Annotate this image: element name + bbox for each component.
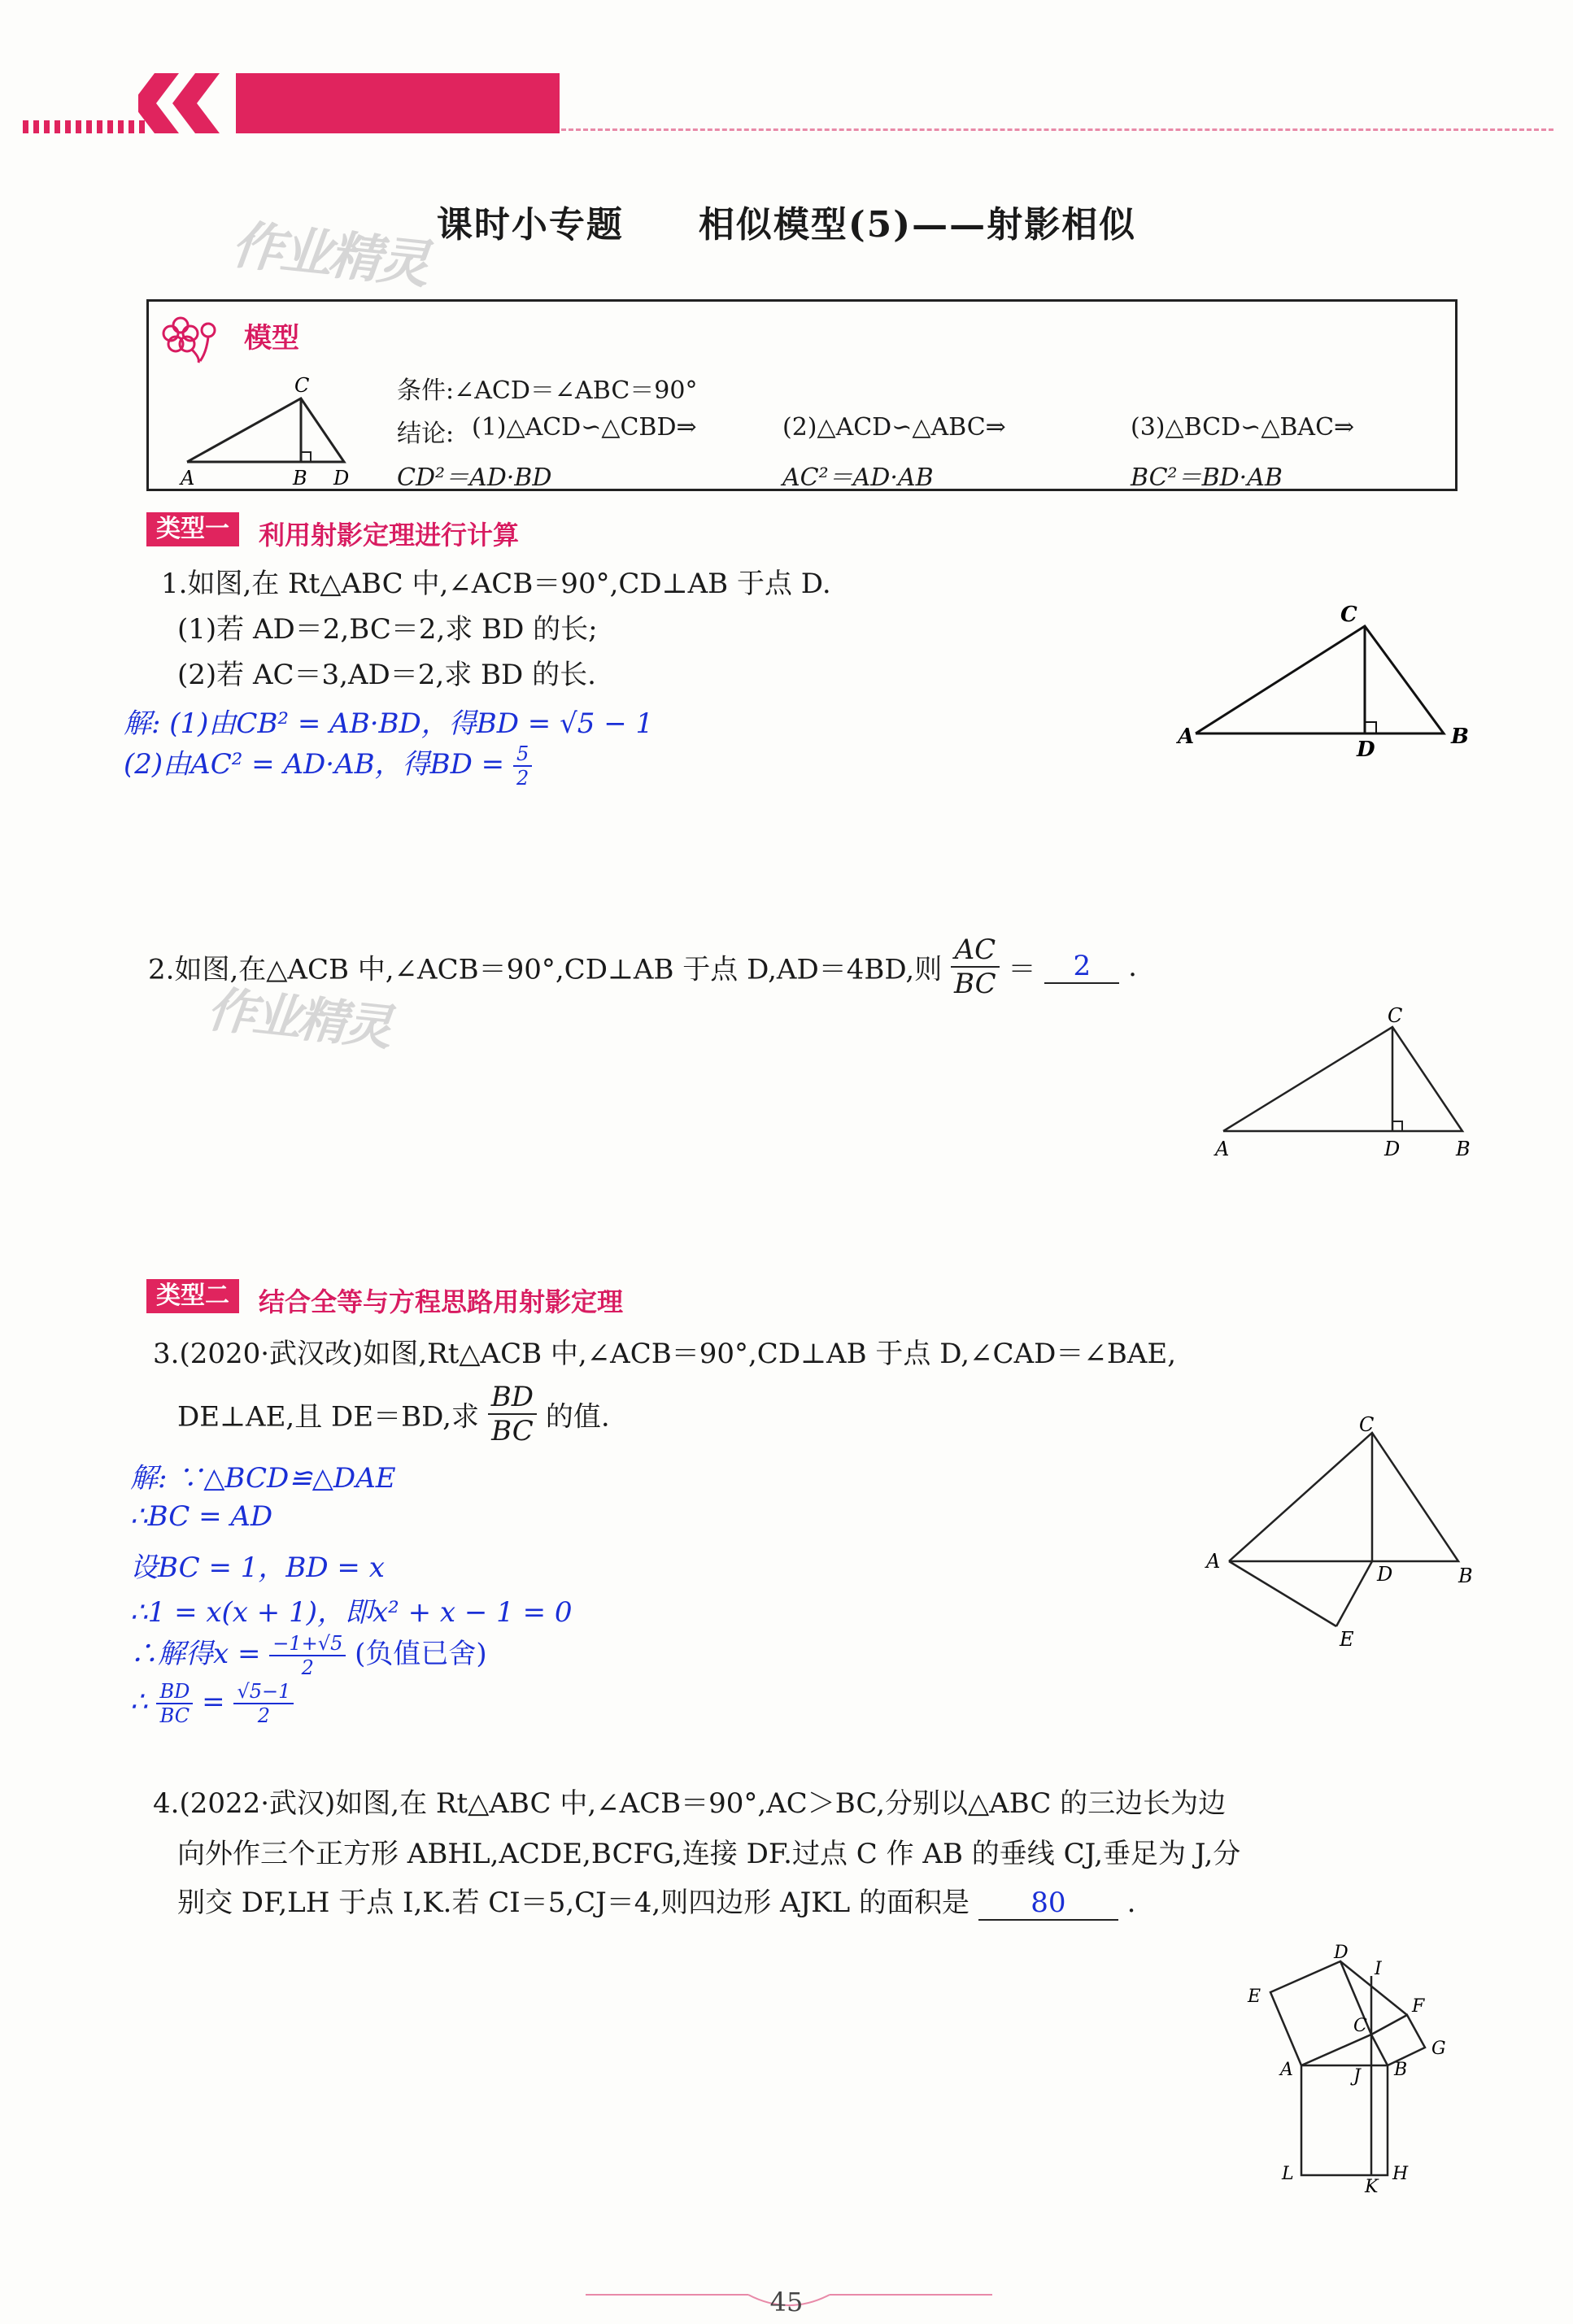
model-conclusion-label: 结论: — [397, 420, 455, 448]
q4-period: . — [1126, 1887, 1136, 1919]
q2-answer: 2 — [1044, 950, 1119, 984]
q4-label-e: E — [1248, 1987, 1261, 2007]
q3-frac-den: BC — [491, 1415, 534, 1447]
model-label-d: D — [333, 467, 350, 488]
model-conclusion-2: (2)△ACD∽△ABC⇒ — [782, 413, 1006, 442]
q2-frac-num: AC — [951, 934, 1000, 968]
q1-label-b: B — [1451, 725, 1469, 749]
q3-solution-5-note: (负值已舍) — [355, 1638, 487, 1670]
q4-label-k: K — [1365, 2177, 1379, 2196]
q3-solution-5-den: 2 — [301, 1656, 314, 1679]
q2-label-d: D — [1384, 1138, 1401, 1160]
q1-answer-2 — [124, 742, 532, 790]
q1-stem: 1.如图,在 Rt△ABC 中,∠ACB＝90°,CD⊥AB 于点 D. — [161, 568, 831, 600]
q3-label-c: C — [1359, 1413, 1375, 1436]
q3-solution-3: 设BC = 1，BD = x — [130, 1552, 385, 1584]
model-conclusion-3: (3)△BCD∽△BAC⇒ — [1131, 413, 1355, 442]
q3-solution-6-right-den: 2 — [257, 1704, 271, 1727]
q3-stem-2-text: DE⊥AE,且 DE＝BD,求 — [177, 1400, 479, 1434]
q3-solution-6 — [130, 1680, 294, 1727]
q1-label-d: D — [1357, 738, 1375, 762]
header-stripes — [23, 120, 145, 133]
q1-part1: (1)若 AD＝2,BC＝2,求 BD 的长; — [177, 613, 598, 646]
q3-solution-6-text: ∴ — [130, 1686, 157, 1718]
q3-solution-2: ∴BC = AD — [130, 1500, 273, 1533]
q1-answer-2-den: 2 — [516, 767, 529, 790]
q4-label-j: J — [1353, 2066, 1361, 2087]
page-title: 课时小专题 相似模型(5)——射影相似 — [436, 204, 1137, 246]
model-conclusion-1: (1)△ACD∽△CBD⇒ — [472, 413, 697, 442]
q2-figure — [1204, 1004, 1480, 1167]
page-number: 45 — [769, 2287, 804, 2317]
q1-answer-2-num: 5 — [513, 742, 532, 767]
q4-label-f: F — [1412, 1996, 1425, 2017]
q4-label-l: L — [1282, 2164, 1294, 2184]
q1-answer-1: 解: (1)由CB² = AB·BD，得BD = √5 − 1 — [124, 707, 654, 740]
q3-figure — [1200, 1413, 1480, 1649]
model-figure — [171, 366, 366, 488]
q3-solution-5-num: −1+√5 — [269, 1632, 346, 1656]
q3-label-a: A — [1206, 1550, 1221, 1573]
model-formula-2: AC²＝AD·AB — [782, 463, 934, 492]
q4-label-i: I — [1375, 1959, 1382, 1979]
q2-fraction — [951, 934, 1000, 1000]
q3-solution-4: ∴1 = x(x + 1)，即x² + x − 1 = 0 — [130, 1596, 573, 1629]
q2-label-a: A — [1215, 1138, 1230, 1160]
q3-stem-2 — [177, 1381, 610, 1447]
q2-label-c: C — [1388, 1004, 1403, 1027]
q1-answer-2-fraction — [513, 742, 532, 790]
q3-stem-2-end: 的值. — [545, 1400, 610, 1434]
q3-solution-1: 解: ∵△BCD≌△DAE — [130, 1462, 396, 1495]
q3-fraction — [488, 1381, 537, 1447]
section1-title: 利用射影定理进行计算 — [259, 520, 520, 551]
model-label: 模型 — [244, 322, 299, 355]
q3-label-e: E — [1340, 1628, 1354, 1649]
watermark-2: 作业精灵 — [204, 981, 392, 1057]
q3-solution-6-right-fraction — [233, 1680, 294, 1727]
model-formula-1: CD²＝AD·BD — [397, 463, 552, 492]
q2-label-b: B — [1456, 1138, 1471, 1160]
q4-figure — [1236, 1943, 1488, 2196]
section2-tag: 类型二 — [146, 1279, 239, 1313]
q3-label-b: B — [1458, 1565, 1473, 1587]
q4-label-a: A — [1280, 2060, 1293, 2080]
q3-solution-6-right-num: √5−1 — [233, 1680, 294, 1704]
model-condition: 条件:∠ACD＝∠ABC＝90° — [397, 376, 698, 405]
q3-solution-6-equals: = — [202, 1686, 234, 1718]
q3-stem: 3.(2020·武汉改)如图,Rt△ACB 中,∠ACB＝90°,CD⊥AB 于点 D,∠CAD＝∠BAE, — [153, 1338, 1177, 1370]
q2-stem-text: 2.如图,在△ACB 中,∠ACB＝90°,CD⊥AB 于点 D,AD＝4BD,则 — [148, 953, 943, 986]
q4-label-c: C — [1353, 2016, 1367, 2036]
q4-label-b: B — [1394, 2060, 1408, 2080]
q4-label-h: H — [1392, 2164, 1409, 2184]
q4-answer: 80 — [978, 1887, 1118, 1921]
q1-label-c: C — [1340, 603, 1357, 627]
q4-line-2: 向外作三个正方形 ABHL,ACDE,BCFG,连接 DF.过点 C 作 AB 的垂线 CJ,垂足为 J,分 — [177, 1838, 1241, 1870]
model-label-b: B — [293, 467, 307, 488]
q2-period: . — [1128, 951, 1137, 983]
header-dashed-line — [561, 128, 1553, 131]
q3-solution-5 — [130, 1631, 487, 1679]
model-formula-3: BC²＝BD·AB — [1131, 463, 1283, 492]
q2-frac-den: BC — [954, 968, 996, 1000]
q4-line-3-text: 别交 DF,LH 于点 I,K.若 CI＝5,CJ＝4,则四边形 AJKL 的面积是 — [177, 1887, 970, 1919]
q3-solution-6-left-den: BC — [159, 1704, 190, 1727]
q3-solution-5-text: ∴解得x = — [130, 1638, 270, 1670]
q4-line-1: 4.(2022·武汉)如图,在 Rt△ABC 中,∠ACB＝90°,AC＞BC,分别以△ABC 的三边长为边 — [153, 1787, 1227, 1820]
q1-label-a: A — [1178, 725, 1195, 749]
section2-title: 结合全等与方程思路用射影定理 — [259, 1286, 624, 1317]
watermark: 作业精灵 — [229, 215, 429, 296]
q3-solution-6-left-num: BD — [156, 1680, 193, 1704]
q4-line-3 — [177, 1880, 1135, 1921]
header-chevron-banner — [138, 67, 561, 140]
q3-solution-5-fraction — [269, 1632, 346, 1679]
model-label-c: C — [294, 374, 310, 397]
q3-frac-num: BD — [488, 1381, 537, 1415]
q4-label-d: D — [1334, 1943, 1349, 1963]
q1-figure — [1171, 594, 1480, 764]
q4-label-g: G — [1431, 2039, 1446, 2059]
section1-tag: 类型一 — [146, 512, 239, 546]
q2-equals: ＝ — [1008, 953, 1036, 986]
q1-answer-2-text: (2)由AC² = AD·AB，得BD = — [124, 748, 513, 781]
flower-icon — [159, 307, 237, 364]
model-label-a: A — [181, 467, 195, 488]
q3-label-d: D — [1377, 1563, 1393, 1586]
q1-part2: (2)若 AC＝3,AD＝2,求 BD 的长. — [177, 659, 596, 691]
q3-solution-6-left-fraction — [156, 1680, 193, 1727]
